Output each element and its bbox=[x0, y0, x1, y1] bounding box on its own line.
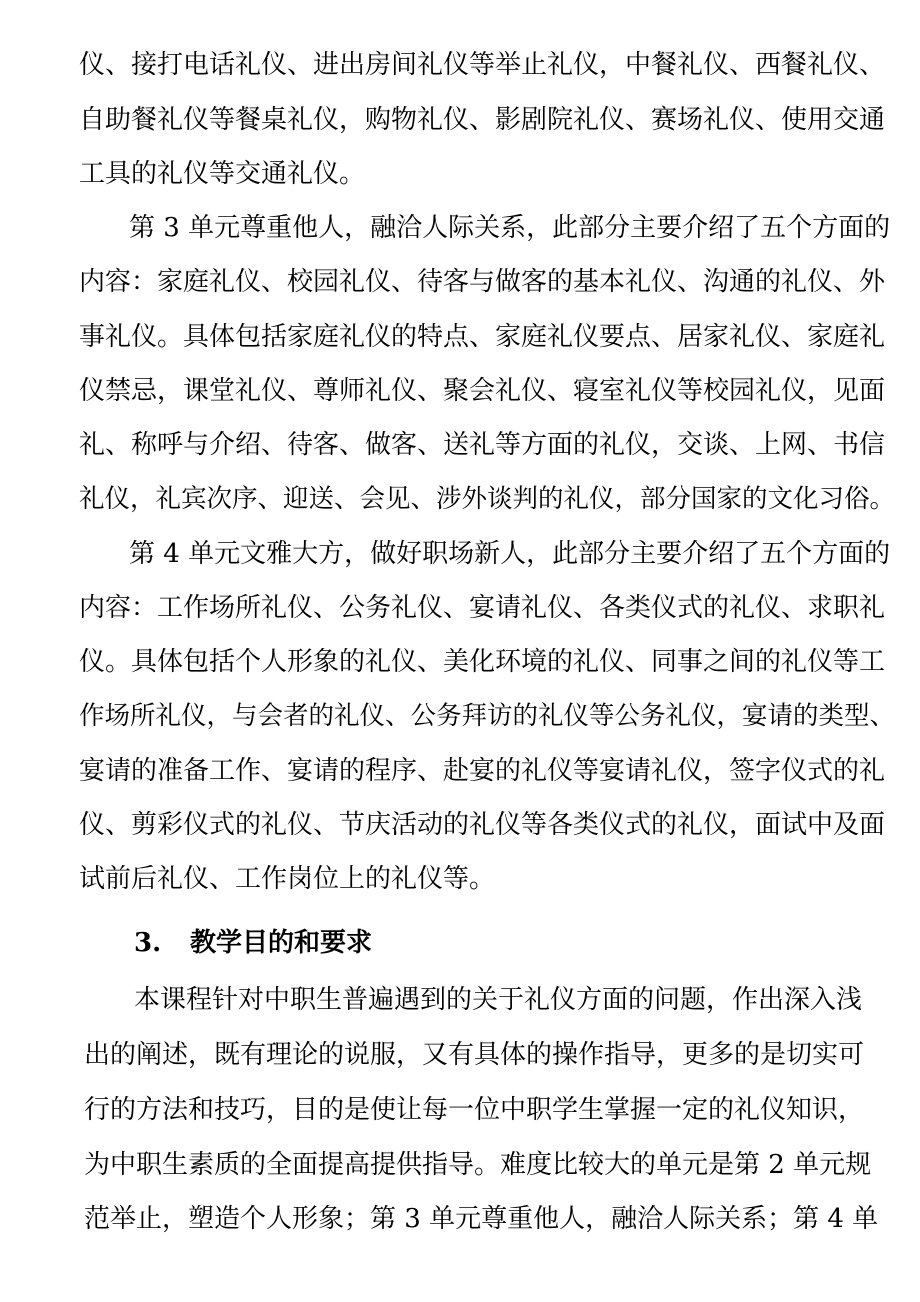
text-line: 作场所礼仪，与会者的礼仪、公务拜访的礼仪等公务礼仪，宴请的类型、 bbox=[79, 701, 896, 731]
text-line: 行的方法和技巧，目的是使让每一位中职学生掌握一定的礼仪知识， bbox=[84, 1095, 865, 1125]
text-line: 宴请的准备工作、宴请的程序、赴宴的礼仪等宴请礼仪，签字仪式的礼 bbox=[79, 756, 886, 786]
text-line: 自助餐礼仪等餐桌礼仪，购物礼仪、影剧院礼仪、赛场礼仪、使用交通 bbox=[79, 105, 886, 135]
text-line: 仪、接打电话礼仪、进出房间礼仪等举止礼仪，中餐礼仪、西餐礼仪、 bbox=[79, 50, 886, 80]
text-line: 为中职生素质的全面提高提供指导。难度比较大的单元是第 2 单元规 bbox=[84, 1150, 872, 1180]
text-line: 内容：家庭礼仪、校园礼仪、待客与做客的基本礼仪、沟通的礼仪、外 bbox=[79, 267, 886, 297]
text-line: 试前后礼仪、工作岗位上的礼仪等。 bbox=[79, 864, 496, 894]
text-line: 礼、称呼与介绍、待客、做客、送礼等方面的礼仪，交谈、上网、书信 bbox=[79, 430, 886, 460]
text-line: 第 4 单元文雅大方，做好职场新人，此部分主要介绍了五个方面的 bbox=[129, 539, 891, 569]
text-line: 本课程针对中职生普遍遇到的关于礼仪方面的问题，作出深入浅 bbox=[134, 985, 863, 1015]
text-line: 范举止，塑造个人形象；第 3 单元尊重他人，融洽人际关系；第 4 单 bbox=[84, 1204, 879, 1234]
text-line: 工具的礼仪等交通礼仪。 bbox=[79, 159, 366, 189]
text-line: 仪禁忌，课堂礼仪、尊师礼仪、聚会礼仪、寝室礼仪等校园礼仪，见面 bbox=[79, 376, 886, 406]
text-line: 出的阐述，既有理论的说服，又有具体的操作指导，更多的是切实可 bbox=[84, 1040, 865, 1070]
section-title: 教学目的和要求 bbox=[190, 928, 373, 958]
text-line: 仪。具体包括个人形象的礼仪、美化环境的礼仪、同事之间的礼仪等工 bbox=[79, 647, 886, 677]
text-line: 事礼仪。具体包括家庭礼仪的特点、家庭礼仪要点、居家礼仪、家庭礼 bbox=[79, 322, 886, 352]
text-line: 内容：工作场所礼仪、公务礼仪、宴请礼仪、各类仪式的礼仪、求职礼 bbox=[79, 593, 886, 623]
text-line: 仪、剪彩仪式的礼仪、节庆活动的礼仪等各类仪式的礼仪，面试中及面 bbox=[79, 810, 886, 840]
text-line: 礼仪，礼宾次序、迎送、会见、涉外谈判的礼仪，部分国家的文化习俗。 bbox=[79, 484, 896, 514]
text-line: 第 3 单元尊重他人，融洽人际关系，此部分主要介绍了五个方面的 bbox=[129, 213, 891, 243]
section-heading bbox=[134, 928, 372, 958]
section-number: 3. bbox=[134, 928, 162, 958]
